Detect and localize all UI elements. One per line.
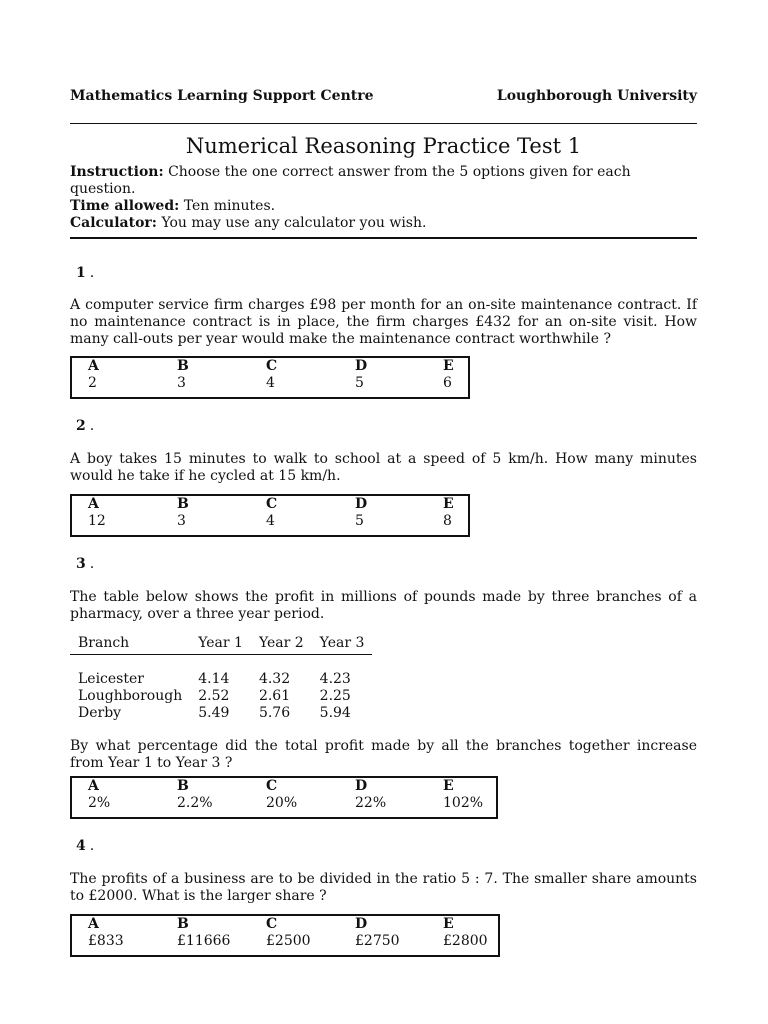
question-3-option-d[interactable]: D 22% [355,778,387,811]
question-3-option-b[interactable]: B 2.2% [177,778,213,811]
question-3-number: 3 . [76,556,95,572]
table-cell: 2.25 [319,688,351,704]
question-1-option-c[interactable]: C 4 [266,358,278,391]
question-3-text: The table below shows the profit in millions of pounds made by three branches of a pharmacy, over a three year period. [70,589,697,622]
table-cell: Leicester [78,671,144,687]
table-cell: 5.94 [319,705,351,721]
question-3-followup: By what percentage did the total profit made by all the branches together increase from Year 1 to Year 3 ? [70,738,697,771]
question-2-option-a[interactable]: A 12 [88,496,106,529]
question-2-option-e[interactable]: E 8 [443,496,454,529]
question-2-options [70,494,470,537]
question-4-options [70,914,500,957]
question-3-option-e[interactable]: E 102% [443,778,484,811]
question-2-text: A boy takes 15 minutes to walk to school at a speed of 5 km/h. How many minutes would he take if he cycled at 15 km/h. [70,451,697,484]
table-cell: 4.32 [258,671,291,687]
calculator-text: You may use any calculator you wish. [161,215,427,231]
profit-table-header: Branch [70,633,190,655]
question-4-text: The profits of a business are to be divided in the ratio 5 : 7. The smaller share amounts to £2000. What is the larger share ? [70,871,697,904]
question-1-option-b[interactable]: B 3 [177,358,189,391]
question-4-option-e[interactable]: E £2800 [443,916,488,949]
table-cell: 2.52 [198,688,230,704]
table-row [70,705,372,722]
instruction-line [70,164,697,198]
table-cell: Loughborough [78,688,183,704]
question-4-option-d[interactable]: D £2750 [355,916,400,949]
question-2-number: 2 . [76,418,95,434]
header-centre-name: Mathematics Learning Support Centre [70,88,374,104]
table-cell: 4.14 [198,671,230,687]
table-cell: 4.23 [319,671,351,687]
profit-table-header: Year 2 [251,633,312,655]
section-rule [70,237,697,239]
question-4-option-b[interactable]: B £11666 [177,916,231,949]
table-cell: 5.76 [258,705,291,721]
instruction-text: Choose the one correct answer from the 5 options given for each question. [70,164,631,197]
page-header [70,88,697,105]
profit-table-header-row [70,633,372,655]
question-1-options [70,356,470,399]
question-1-option-d[interactable]: D 5 [355,358,368,391]
question-2-option-c[interactable]: C 4 [266,496,278,529]
table-cell: Derby [78,705,122,721]
calculator-line [70,215,697,232]
question-1-number: 1 . [76,265,95,281]
question-3-option-c[interactable]: C 20% [266,778,298,811]
header-university-name: Loughborough University [496,88,697,104]
question-4-option-c[interactable]: C £2500 [266,916,311,949]
profit-table [70,633,372,722]
question-2-option-d[interactable]: D 5 [355,496,368,529]
page-title: Numerical Reasoning Practice Test 1 [185,134,582,158]
question-1-text: A computer service firm charges £98 per month for an on-site maintenance contract. If no maintenance contract is in place, the firm charges £432 for an on-site visit. How many call-outs per year would make the maintenance contract worthwhile ? [70,297,697,347]
header-rule [70,123,697,124]
document-page [70,0,697,1024]
table-row [70,671,372,688]
profit-table-header: Year 3 [312,633,373,655]
question-1-option-e[interactable]: E 6 [443,358,454,391]
instruction-label: Instruction: [70,164,164,180]
question-3-option-a[interactable]: A 2% [88,778,111,811]
question-3-options [70,776,498,819]
question-1-option-a[interactable]: A 2 [88,358,99,391]
table-cell: 5.49 [198,705,230,721]
time-line [70,198,697,215]
question-4-number: 4 . [76,838,95,854]
calculator-label: Calculator: [70,215,157,231]
time-text: Ten minutes. [183,198,276,214]
profit-table-header: Year 1 [190,633,251,655]
question-2-option-b[interactable]: B 3 [177,496,189,529]
instructions-block [70,164,697,232]
table-cell: 2.61 [258,688,291,704]
time-label: Time allowed: [70,198,180,214]
question-4-option-a[interactable]: A £833 [88,916,124,949]
table-row [70,688,372,705]
